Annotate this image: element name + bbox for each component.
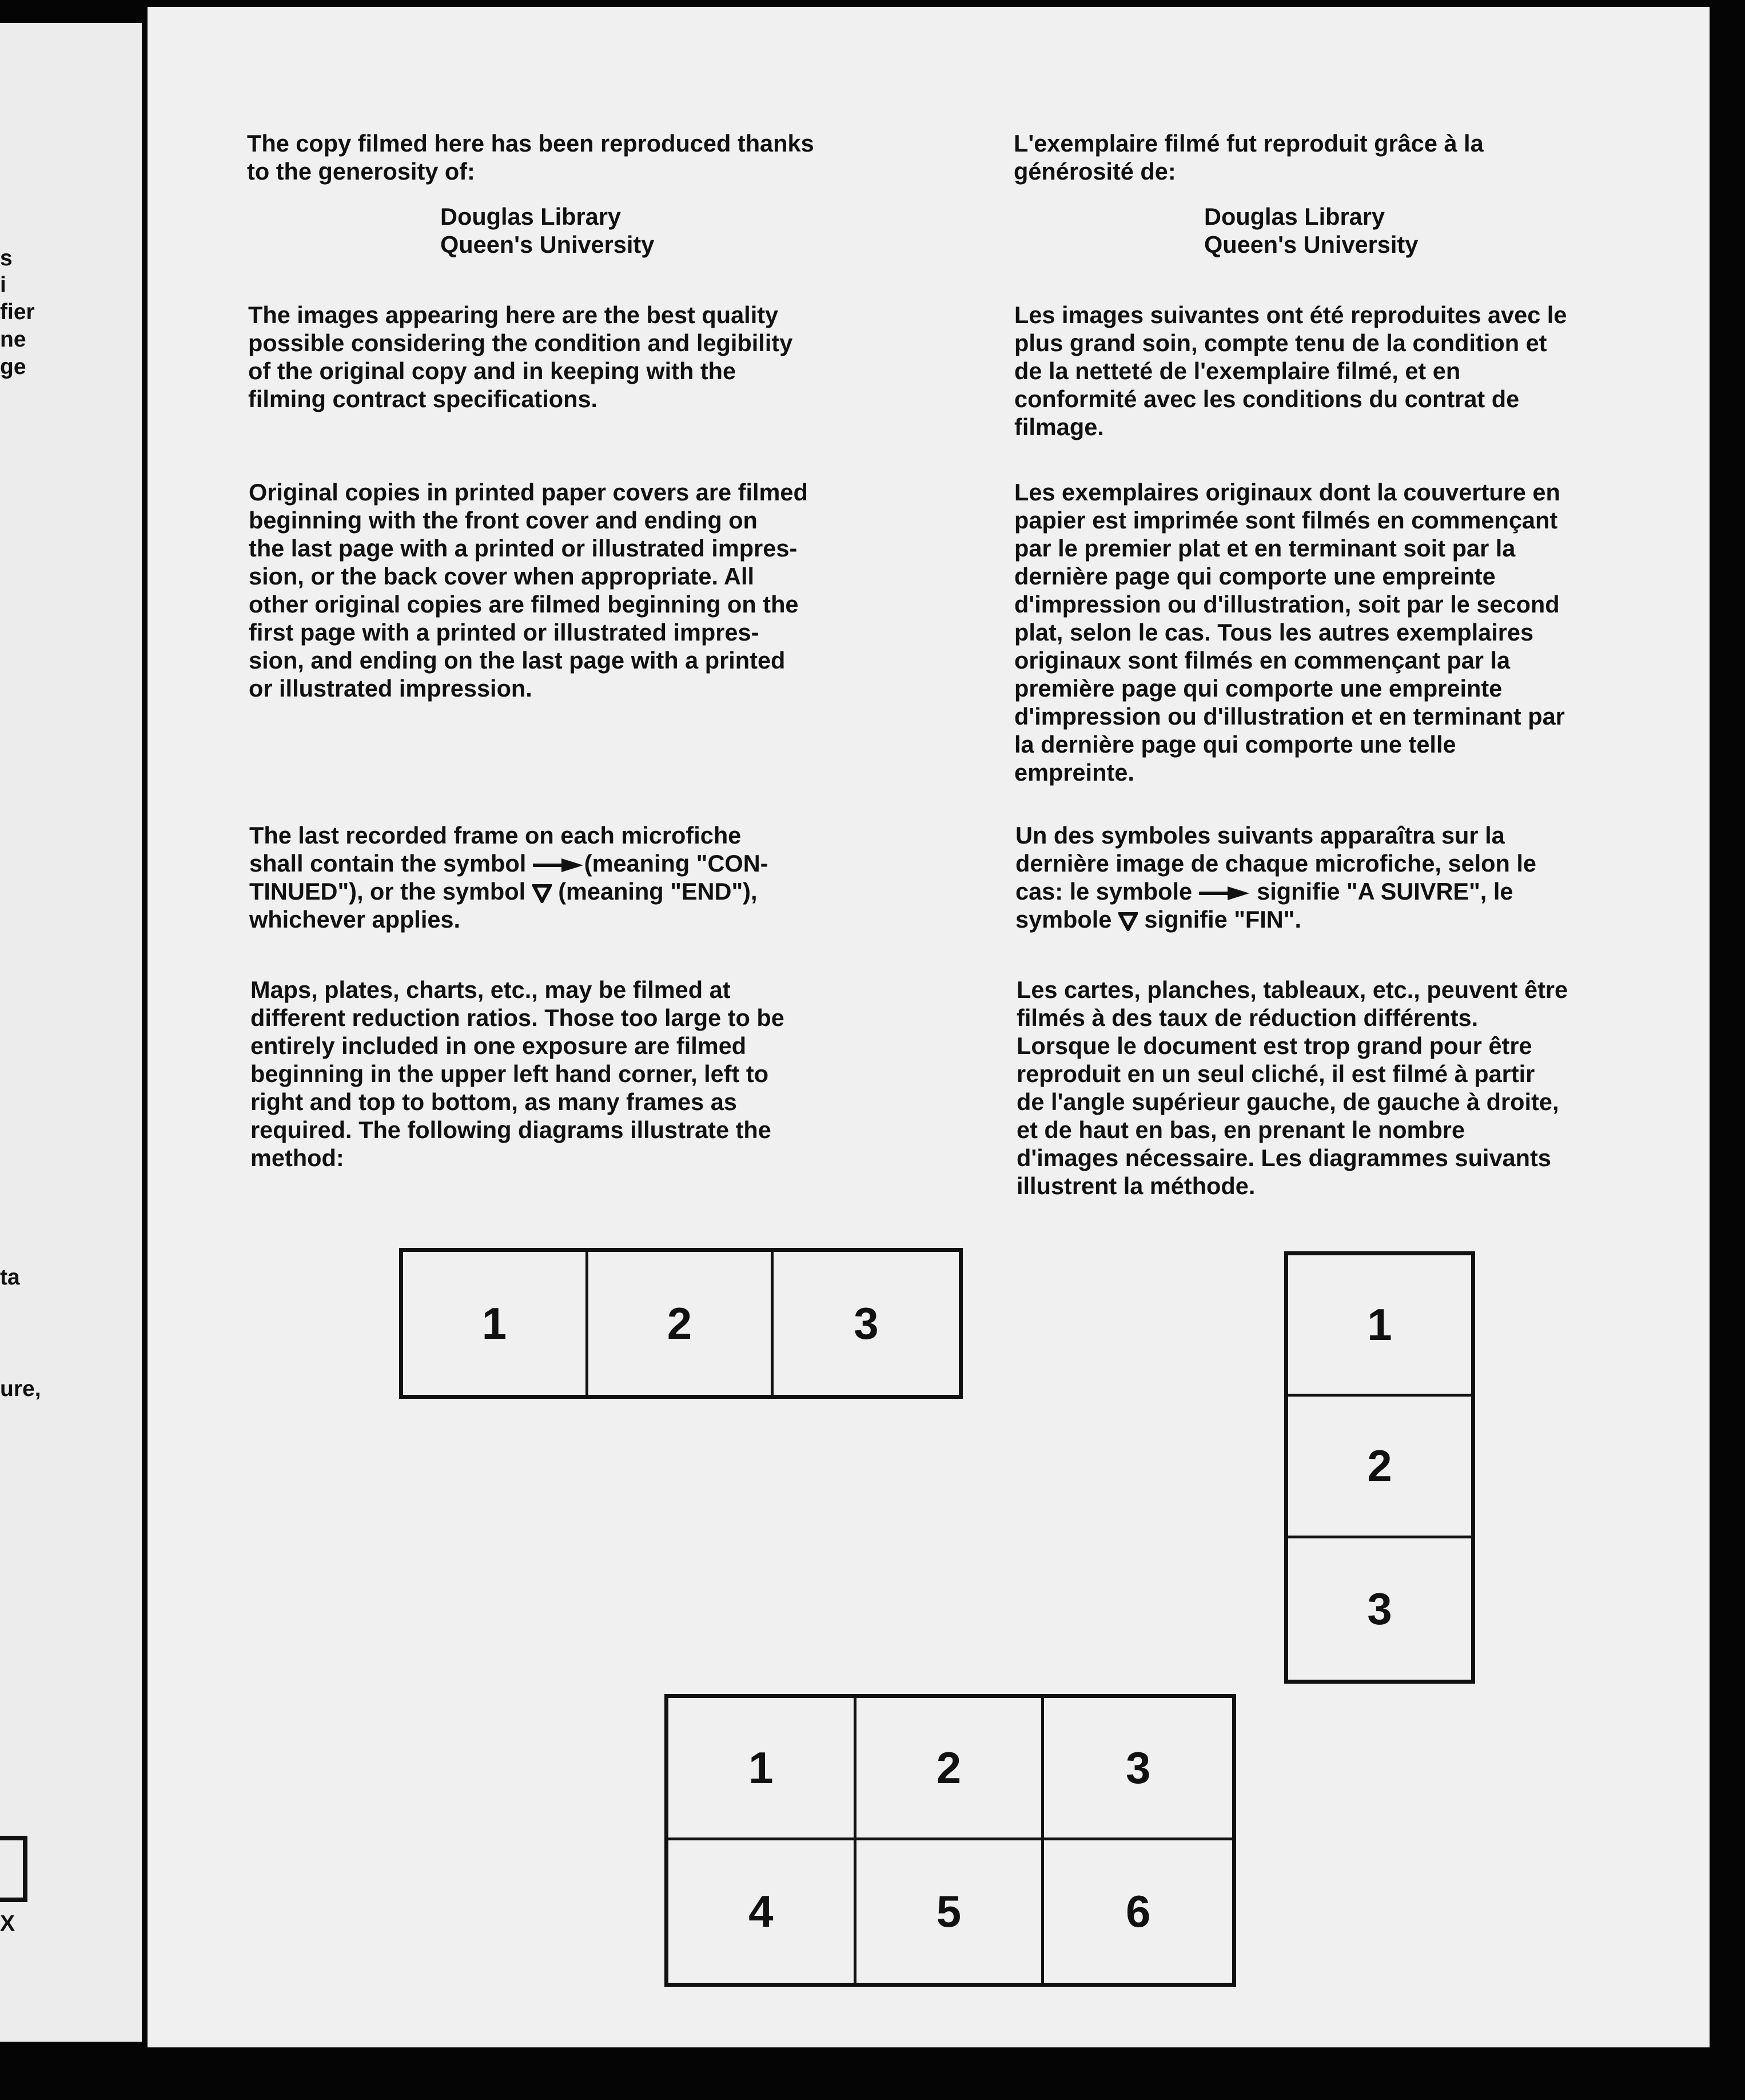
en-quality-text: The images appearing here are the best quality possible considering the condition and legibility of the original copy and in keeping with the filming contract specifications. <box>248 301 793 412</box>
frame-cell: 1 <box>1288 1255 1471 1397</box>
diagram-vertical-frames <box>1284 1251 1475 1684</box>
fr-quality-text: Les images suivantes ont été reproduites avec le plus grand soin, compte tenu de la condition et de la netteté de l'exemplaire filmé, et en conformité avec les conditions du contrat de filmage. <box>1014 301 1567 440</box>
fr-university: Queen's University <box>1204 231 1419 258</box>
arrow-right-icon <box>1199 885 1250 902</box>
frame-cell: 3 <box>1044 1698 1232 1840</box>
frame-cell: 2 <box>588 1252 774 1395</box>
fr-symbols-line: Un des symboles suivants apparaîtra sur la <box>1015 822 1505 849</box>
en-symbols-line <box>249 877 768 905</box>
diagram-horizontal-frames <box>399 1248 963 1399</box>
en-symbols-fragment: (meaning "CON- <box>584 850 768 877</box>
prev-fragment: ure, <box>0 1377 41 1401</box>
prev-fragment: i <box>0 273 6 297</box>
previous-page-strip <box>0 23 142 2042</box>
fr-symbols-fragment: signifie "A SUIVRE", le <box>1250 878 1513 905</box>
arrow-right-icon <box>533 857 584 874</box>
en-symbols-fragment: shall contain the symbol <box>249 850 533 877</box>
frame-cell: 5 <box>856 1840 1045 1983</box>
en-maps-text: Maps, plates, charts, etc., may be filmed at different reduction ratios. Those too large to be entirely included in one exposure are filmed beginning in the upper left hand corner, left to right and top to bottom, as many frames as required. The following diagrams illustrate the method: <box>250 976 784 1171</box>
frame-cell: 2 <box>856 1698 1045 1840</box>
fr-symbols-fragment: signifie "FIN". <box>1137 906 1301 933</box>
fr-symbols-fragment: cas: le symbole <box>1015 878 1199 905</box>
prev-fragment: ta <box>0 1265 20 1290</box>
prev-fragment: ne <box>0 327 26 352</box>
fr-maps-text: Les cartes, planches, tableaux, etc., peuvent être filmés à des taux de réduction différents. Lorsque le document est trop grand pour être reproduit en un seul cliché, il est filmé à partir de l'angle supérieur gauche, de gauche à droite, et de haut en bas, en prenant le nombre d'images nécessaire. Les diagrammes suivants illustrent la méthode. <box>1017 976 1568 1199</box>
fr-symbols-fragment: symbole <box>1015 906 1118 933</box>
en-symbols-text <box>249 821 768 933</box>
fr-symbols-line: dernière image de chaque microfiche, selon le <box>1015 850 1537 877</box>
prev-fragment: s <box>0 246 13 271</box>
frame-cell: 4 <box>668 1840 856 1983</box>
fr-symbols-line <box>1015 877 1536 905</box>
en-symbols-line: whichever applies. <box>249 906 461 933</box>
frame-cell: 3 <box>1367 1583 1392 1634</box>
fr-library-name: Douglas Library <box>1204 203 1385 230</box>
fr-symbols-text <box>1015 821 1536 933</box>
frame-cell: 1 <box>403 1252 588 1395</box>
en-thanks-text: The copy filmed here has been reproduced thanks to the generosity of: <box>247 130 814 185</box>
frame-cell: 1 <box>668 1698 856 1840</box>
frame-cell: 3 <box>854 1298 879 1349</box>
en-university: Queen's University <box>440 231 655 258</box>
frame-cell: 6 <box>1125 1886 1151 1936</box>
en-symbols-fragment: TINUED"), or the symbol <box>249 878 532 905</box>
prev-fragment: X <box>0 1911 15 1936</box>
prev-box-outline <box>0 1836 27 1902</box>
diagram-grid-frames <box>664 1694 1236 1987</box>
en-symbols-line <box>249 849 768 877</box>
en-symbols-fragment: (meaning "END"), <box>551 878 758 905</box>
triangle-down-icon <box>1118 912 1138 931</box>
prev-fragment: ge <box>0 355 26 379</box>
microfiche-target-page <box>148 7 1710 2047</box>
en-library-name: Douglas Library <box>440 203 621 230</box>
en-symbols-line: The last recorded frame on each microfiche <box>249 822 742 849</box>
frame-cell: 2 <box>1288 1397 1471 1538</box>
fr-thanks-text: L'exemplaire filmé fut reproduit grâce à la générosité de: <box>1014 130 1484 185</box>
prev-fragment: fier <box>0 300 35 324</box>
triangle-down-icon <box>532 884 552 903</box>
fr-symbols-line <box>1015 905 1536 933</box>
fr-covers-text: Les exemplaires originaux dont la couverture en papier est imprimée sont filmés en commençant par le premier plat et en terminant soit par la dernière page qui comporte une empreinte d'impression ou d'illustration, soit par le second plat, selon le cas. Tous les autres exemplaires originaux sont filmés en commençant par la première page qui comporte une empreinte d'impression ou d'illustration et en terminant par la dernière page qui comporte une telle empreinte. <box>1014 479 1565 786</box>
en-covers-text: Original copies in printed paper covers are filmed beginning with the front cover and ending on the last page with a printed or illustrated impres- sion, or the back cover when appropriate. All other original copies are filmed beginning on the first page with a printed or illustrated impres- sion, and ending on the last page with a printed or illustrated impression. <box>249 479 808 702</box>
